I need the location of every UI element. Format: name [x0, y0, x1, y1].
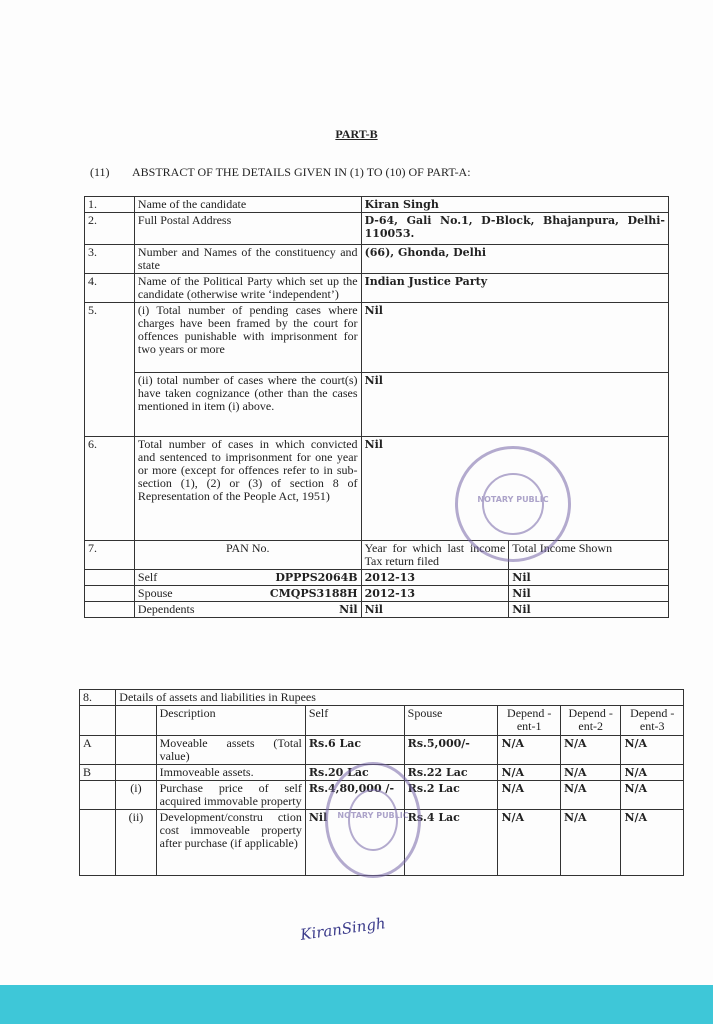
- abstract-table: [84, 196, 669, 618]
- row-dep2: N/A: [560, 810, 621, 876]
- dependents-income: Nil: [509, 602, 669, 618]
- row-spouse: Rs.22 Lac: [404, 765, 498, 781]
- row-label: Full Postal Address: [134, 213, 361, 245]
- row-number: 5.: [85, 303, 135, 437]
- row-value: Indian Justice Party: [361, 274, 668, 303]
- row-number: 1.: [85, 197, 135, 213]
- row-key: A: [80, 736, 116, 765]
- section-heading: [90, 165, 471, 180]
- row-number: 6.: [85, 437, 135, 541]
- income-header: Total Income Shown: [509, 541, 669, 570]
- notary-stamp: [325, 762, 421, 878]
- row-number: 7.: [85, 541, 135, 570]
- table-row: [85, 541, 669, 570]
- row-key: (ii): [116, 810, 156, 876]
- row-dep3: N/A: [621, 781, 684, 810]
- table-header-row: [80, 706, 684, 736]
- col-dependent-1: Depend -ent-1: [498, 706, 561, 736]
- table-row: [85, 602, 669, 618]
- notary-stamp-text: NOTARY PUBLIC: [337, 811, 409, 821]
- row-dep1: N/A: [498, 736, 561, 765]
- row-description: Development/constru ction cost immoveable property after purchase (if applicable): [156, 810, 305, 876]
- table-row: [80, 690, 684, 706]
- self-label: Self: [137, 570, 158, 584]
- row-label: Number and Names of the constituency and state: [134, 245, 361, 274]
- self-pan: DPPPS2064B: [275, 571, 358, 584]
- row-description: Moveable assets (Total value): [156, 736, 305, 765]
- spouse-income: Nil: [509, 586, 669, 602]
- table-row: [80, 736, 684, 765]
- row-number: 4.: [85, 274, 135, 303]
- row-spouse: Rs.5,000/-: [404, 736, 498, 765]
- row-key: (i): [116, 781, 156, 810]
- row-key: B: [80, 765, 116, 781]
- row-self: Rs.20 Lac: [305, 765, 404, 781]
- row-self: Nil: [305, 810, 404, 876]
- row-self: Rs.4,80,000 /-: [305, 781, 404, 810]
- section-heading-text: ABSTRACT OF THE DETAILS GIVEN IN (1) TO (10) OF PART-A:: [132, 165, 471, 179]
- row-value: Nil: [361, 373, 668, 437]
- row-value: (66), Ghonda, Delhi: [361, 245, 668, 274]
- row-dep2: N/A: [560, 736, 621, 765]
- row-label: (i) Total number of pending cases where charges have been framed by the court for offences punishable with imprisonment for two years or more: [134, 303, 361, 373]
- pan-spouse-cell: [134, 586, 361, 602]
- notary-stamp: [455, 446, 571, 562]
- row-label: Total number of cases in which convicted and sentenced to imprisonment for one year or more (except for offences refer to in sub-section (1), (2) or (3) of section 8 of Representation of the People Act, 1951): [134, 437, 361, 541]
- row-label: (ii) total number of cases where the court(s) have taken cognizance (other than the cases mentioned in item (i) above.: [134, 373, 361, 437]
- scanner-edge-strip: [0, 985, 713, 1024]
- dependents-pan: Nil: [339, 603, 358, 616]
- row-value: Kiran Singh: [361, 197, 668, 213]
- dependents-year: Nil: [361, 602, 509, 618]
- section-number: (11): [90, 165, 110, 179]
- row-dep1: N/A: [498, 765, 561, 781]
- col-spouse: Spouse: [404, 706, 498, 736]
- table-row: [85, 570, 669, 586]
- table-row: [85, 373, 669, 437]
- table-row: [85, 213, 669, 245]
- year-header: Year for which last income Tax return filed: [361, 541, 509, 570]
- row-self: Rs.6 Lac: [305, 736, 404, 765]
- assets-heading: Details of assets and liabilities in Rupees: [116, 690, 684, 706]
- row-spouse: Rs.4 Lac: [404, 810, 498, 876]
- spouse-label: Spouse: [137, 586, 173, 600]
- col-dependent-2: Depend -ent-2: [560, 706, 621, 736]
- row-description: Purchase price of self acquired immovable property: [156, 781, 305, 810]
- row-label: Name of the Political Party which set up the candidate (otherwise write ‘independent’): [134, 274, 361, 303]
- row-value: Nil: [361, 303, 668, 373]
- pan-dependents-cell: [134, 602, 361, 618]
- table-row: [85, 437, 669, 541]
- row-value: Nil: [361, 437, 668, 541]
- self-income: Nil: [509, 570, 669, 586]
- row-dep1: N/A: [498, 781, 561, 810]
- col-self: Self: [305, 706, 404, 736]
- row-description: Immoveable assets.: [156, 765, 305, 781]
- pan-self-cell: [134, 570, 361, 586]
- col-description: Description: [156, 706, 305, 736]
- signature: KiranSingh: [299, 914, 387, 944]
- row-dep1: N/A: [498, 810, 561, 876]
- table-row: [85, 586, 669, 602]
- row-value: D-64, Gali No.1, D-Block, Bhajanpura, Delhi-110053.: [361, 213, 668, 245]
- row-number: 2.: [85, 213, 135, 245]
- dependents-label: Dependents: [137, 602, 195, 616]
- page-title: PART-B: [335, 127, 378, 141]
- table-row: [85, 303, 669, 373]
- table-row: [85, 274, 669, 303]
- self-year: 2012-13: [361, 570, 509, 586]
- row-label: Name of the candidate: [134, 197, 361, 213]
- spouse-pan: CMQPS3188H: [269, 587, 358, 600]
- row-dep3: N/A: [621, 810, 684, 876]
- table-row: [85, 245, 669, 274]
- notary-stamp-text: NOTARY PUBLIC: [477, 495, 549, 505]
- spouse-year: 2012-13: [361, 586, 509, 602]
- section-number: 8.: [80, 690, 116, 706]
- row-dep2: N/A: [560, 781, 621, 810]
- row-number: 3.: [85, 245, 135, 274]
- row-dep2: N/A: [560, 765, 621, 781]
- row-dep3: N/A: [621, 736, 684, 765]
- col-dependent-3: Depend -ent-3: [621, 706, 684, 736]
- table-row: [85, 197, 669, 213]
- pan-header: PAN No.: [134, 541, 361, 570]
- row-dep3: N/A: [621, 765, 684, 781]
- row-spouse: Rs.2 Lac: [404, 781, 498, 810]
